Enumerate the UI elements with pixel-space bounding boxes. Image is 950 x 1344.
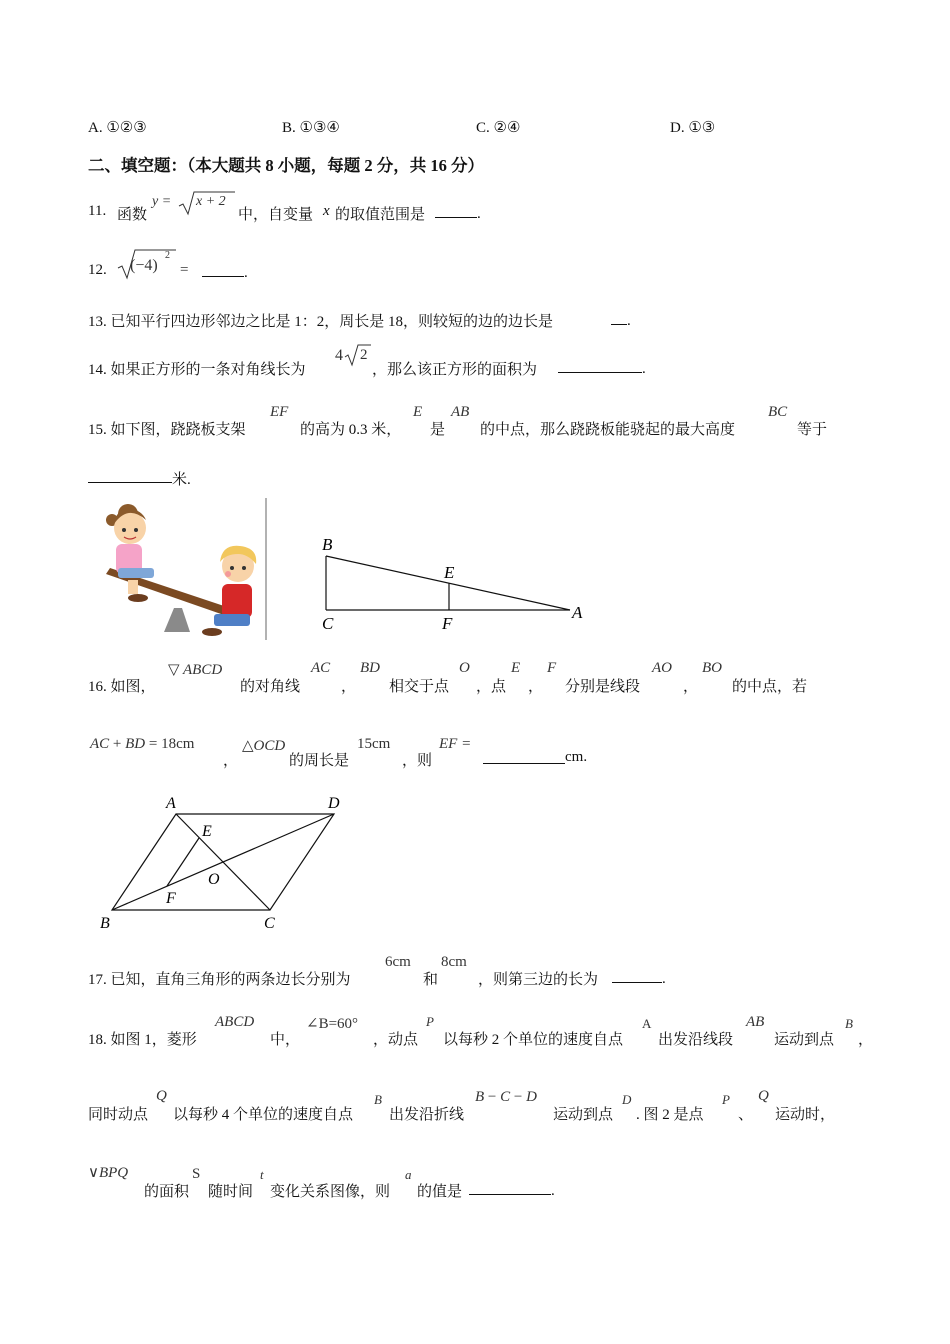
q15-mid1: 的高为 0.3 米， bbox=[300, 422, 402, 438]
q16-comma2: ， bbox=[528, 679, 544, 695]
point-label-d: D bbox=[328, 795, 340, 812]
q16-comma3: ， bbox=[683, 679, 699, 695]
q17-and: 和 bbox=[423, 972, 439, 988]
point-label-f: F bbox=[442, 614, 453, 633]
q16-para: ▽ ABCD bbox=[168, 662, 223, 678]
q13-text: 13. 已知平行四边形邻边之比是 1：2，周长是 18，则较短的边的边长是 bbox=[88, 314, 554, 330]
q16-o: O bbox=[459, 660, 470, 676]
q17-b: 8cm bbox=[441, 954, 467, 970]
q14-radicand: 2 bbox=[360, 347, 368, 363]
q16-e: E bbox=[511, 660, 521, 676]
q18-t5: 以每秒 4 个单位的速度自点 bbox=[173, 1107, 354, 1123]
q18-s: S bbox=[192, 1166, 201, 1182]
q18-q: Q bbox=[156, 1088, 167, 1104]
point-label-b: B bbox=[322, 535, 333, 554]
q15-post: 等于 bbox=[797, 422, 828, 438]
q11-radicand: x + 2 bbox=[196, 194, 226, 209]
q16-answer-blank bbox=[483, 749, 565, 769]
diagonal-bd bbox=[112, 814, 334, 910]
seesaw-illustration bbox=[98, 496, 270, 642]
q15-pre: 15. 如下图，跷跷板支架 bbox=[88, 422, 246, 438]
q16-ef: EF = bbox=[439, 736, 472, 752]
q13-answer-blank: . bbox=[611, 310, 631, 330]
q16-t3: ，点 bbox=[476, 679, 507, 695]
point-label-c: C bbox=[264, 915, 275, 932]
q16-ao: AO bbox=[652, 660, 672, 676]
option-a: A. ①②③ bbox=[88, 120, 147, 136]
point-label-b: B bbox=[100, 915, 110, 932]
q18-t7: 运动到点 bbox=[553, 1107, 614, 1123]
q18-tri: ∨BPQ bbox=[88, 1165, 129, 1181]
q17-pre: 17. 已知，直角三角形的两条边长分别为 bbox=[88, 972, 351, 988]
q18-line1-pre: 18. 如图 1，菱形 bbox=[88, 1032, 197, 1048]
q16-per: 15cm bbox=[357, 736, 391, 752]
point-label-a: A bbox=[166, 795, 176, 812]
q15-e: E bbox=[413, 404, 423, 420]
q18-comma: ， bbox=[858, 1032, 874, 1048]
q18-q2: Q bbox=[758, 1088, 769, 1104]
option-c: C. ②④ bbox=[476, 120, 521, 136]
option-d: D. ①③ bbox=[670, 120, 716, 136]
q15-unit: 米. bbox=[172, 472, 191, 488]
point-label-o: O bbox=[208, 871, 220, 888]
q11-post: 中，自变量 bbox=[238, 207, 314, 223]
q14-coef: 4 bbox=[335, 347, 343, 364]
q16-unit: cm. bbox=[565, 749, 588, 765]
q18-t: t bbox=[260, 1167, 264, 1182]
q18-t12: 变化关系图像，则 bbox=[270, 1184, 391, 1200]
q18-t4: 运动到点 bbox=[774, 1032, 835, 1048]
point-label-e: E bbox=[444, 563, 455, 582]
q18-t3: 出发沿线段 bbox=[658, 1032, 734, 1048]
q17-a: 6cm bbox=[385, 954, 411, 970]
q18-line2-pre: 同时动点 bbox=[88, 1107, 149, 1123]
q15-ab: AB bbox=[451, 404, 470, 420]
q14-answer-blank: . bbox=[558, 358, 646, 378]
q12-exponent: 2 bbox=[165, 250, 170, 261]
q18-t13: 的值是 bbox=[417, 1184, 463, 1200]
q18-t11: 随时间 bbox=[208, 1184, 254, 1200]
q18-p: P bbox=[426, 1014, 434, 1029]
q16-ac: AC bbox=[311, 660, 331, 676]
q18-t1: ，动点 bbox=[373, 1032, 419, 1048]
q11-formula-y: y = bbox=[152, 194, 172, 209]
q18-abcd: ABCD bbox=[215, 1014, 255, 1030]
q16-t1: 的对角线 bbox=[240, 679, 301, 695]
q12-number: 12. bbox=[88, 262, 107, 278]
section-title: 二、填空题：（本大题共 8 小题，每题 2 分，共 16 分） bbox=[88, 156, 484, 175]
q16-t2: 相交于点 bbox=[389, 679, 450, 695]
point-label-f: F bbox=[166, 890, 176, 907]
q11-var: x bbox=[323, 203, 330, 219]
q16-comma4: ， bbox=[223, 753, 239, 769]
q15-triangle-figure bbox=[316, 530, 596, 634]
q14-pre: 14. 如果正方形的一条对角线长为 bbox=[88, 362, 306, 378]
q18-angle: ∠B=60° bbox=[306, 1016, 359, 1032]
q18-point-b: B bbox=[845, 1016, 853, 1031]
option-b: B. ①③④ bbox=[282, 120, 340, 136]
q18-answer-blank: . bbox=[469, 1180, 555, 1200]
point-label-e: E bbox=[202, 823, 212, 840]
q18-ab: AB bbox=[746, 1014, 765, 1030]
q18-dun: 、 bbox=[738, 1107, 754, 1123]
q16-sum: AC + BD = 18cm bbox=[90, 736, 195, 752]
q18-t2: 以每秒 2 个单位的速度自点 bbox=[443, 1032, 624, 1048]
q17-answer-blank: . bbox=[612, 968, 666, 988]
q15-answer-blank bbox=[88, 468, 172, 488]
q12-answer-blank: . bbox=[202, 262, 248, 282]
q11-number: 11. bbox=[88, 203, 107, 219]
q16-pre: 16. 如图， bbox=[88, 679, 156, 695]
q16-comma1: ， bbox=[341, 679, 357, 695]
q11-pre: 函数 bbox=[117, 207, 148, 223]
q16-tri: △OCD bbox=[242, 738, 286, 754]
q18-p2: P bbox=[722, 1092, 730, 1107]
q12-radicand: (−4) bbox=[130, 257, 158, 274]
q18-path: B − C − D bbox=[475, 1089, 537, 1105]
point-label-a: A bbox=[572, 603, 583, 622]
q18-point-a: A bbox=[642, 1016, 652, 1031]
q18-point-b2: B bbox=[374, 1092, 382, 1107]
q18-point-d: D bbox=[622, 1092, 632, 1107]
q16-f: F bbox=[547, 660, 557, 676]
q17-post: ，则第三边的长为 bbox=[478, 972, 599, 988]
q14-sqrt-sign bbox=[343, 343, 373, 371]
q18-t9: 运动时， bbox=[775, 1107, 836, 1123]
q18-a: a bbox=[405, 1167, 412, 1182]
q14-post: ，那么该正方形的面积为 bbox=[372, 362, 538, 378]
q16-bd: BD bbox=[360, 660, 380, 676]
q16-bo: BO bbox=[702, 660, 722, 676]
q18-t10: 的面积 bbox=[144, 1184, 190, 1200]
q18-zhong: 中， bbox=[270, 1032, 301, 1048]
q11-post2: 的取值范围是 bbox=[335, 207, 426, 223]
point-label-c: C bbox=[322, 614, 334, 633]
q15-mid3: 的中点，那么跷跷板能骁起的最大高度 bbox=[480, 422, 736, 438]
q16-t4: 分别是线段 bbox=[565, 679, 641, 695]
q15-ef: EF bbox=[270, 404, 289, 420]
q18-t8: . 图 2 是点 bbox=[636, 1107, 704, 1123]
q15-mid2: 是 bbox=[430, 422, 446, 438]
q11-answer-blank: . bbox=[435, 203, 481, 223]
q16-t5: 的中点，若 bbox=[732, 679, 808, 695]
q12-equals: = bbox=[180, 262, 189, 278]
q16-parallelogram-figure bbox=[94, 790, 364, 936]
q15-bc: BC bbox=[768, 404, 788, 420]
q16-t7: ，则 bbox=[402, 753, 433, 769]
q18-t6: 出发沿折线 bbox=[389, 1107, 465, 1123]
q16-t6: 的周长是 bbox=[289, 753, 350, 769]
